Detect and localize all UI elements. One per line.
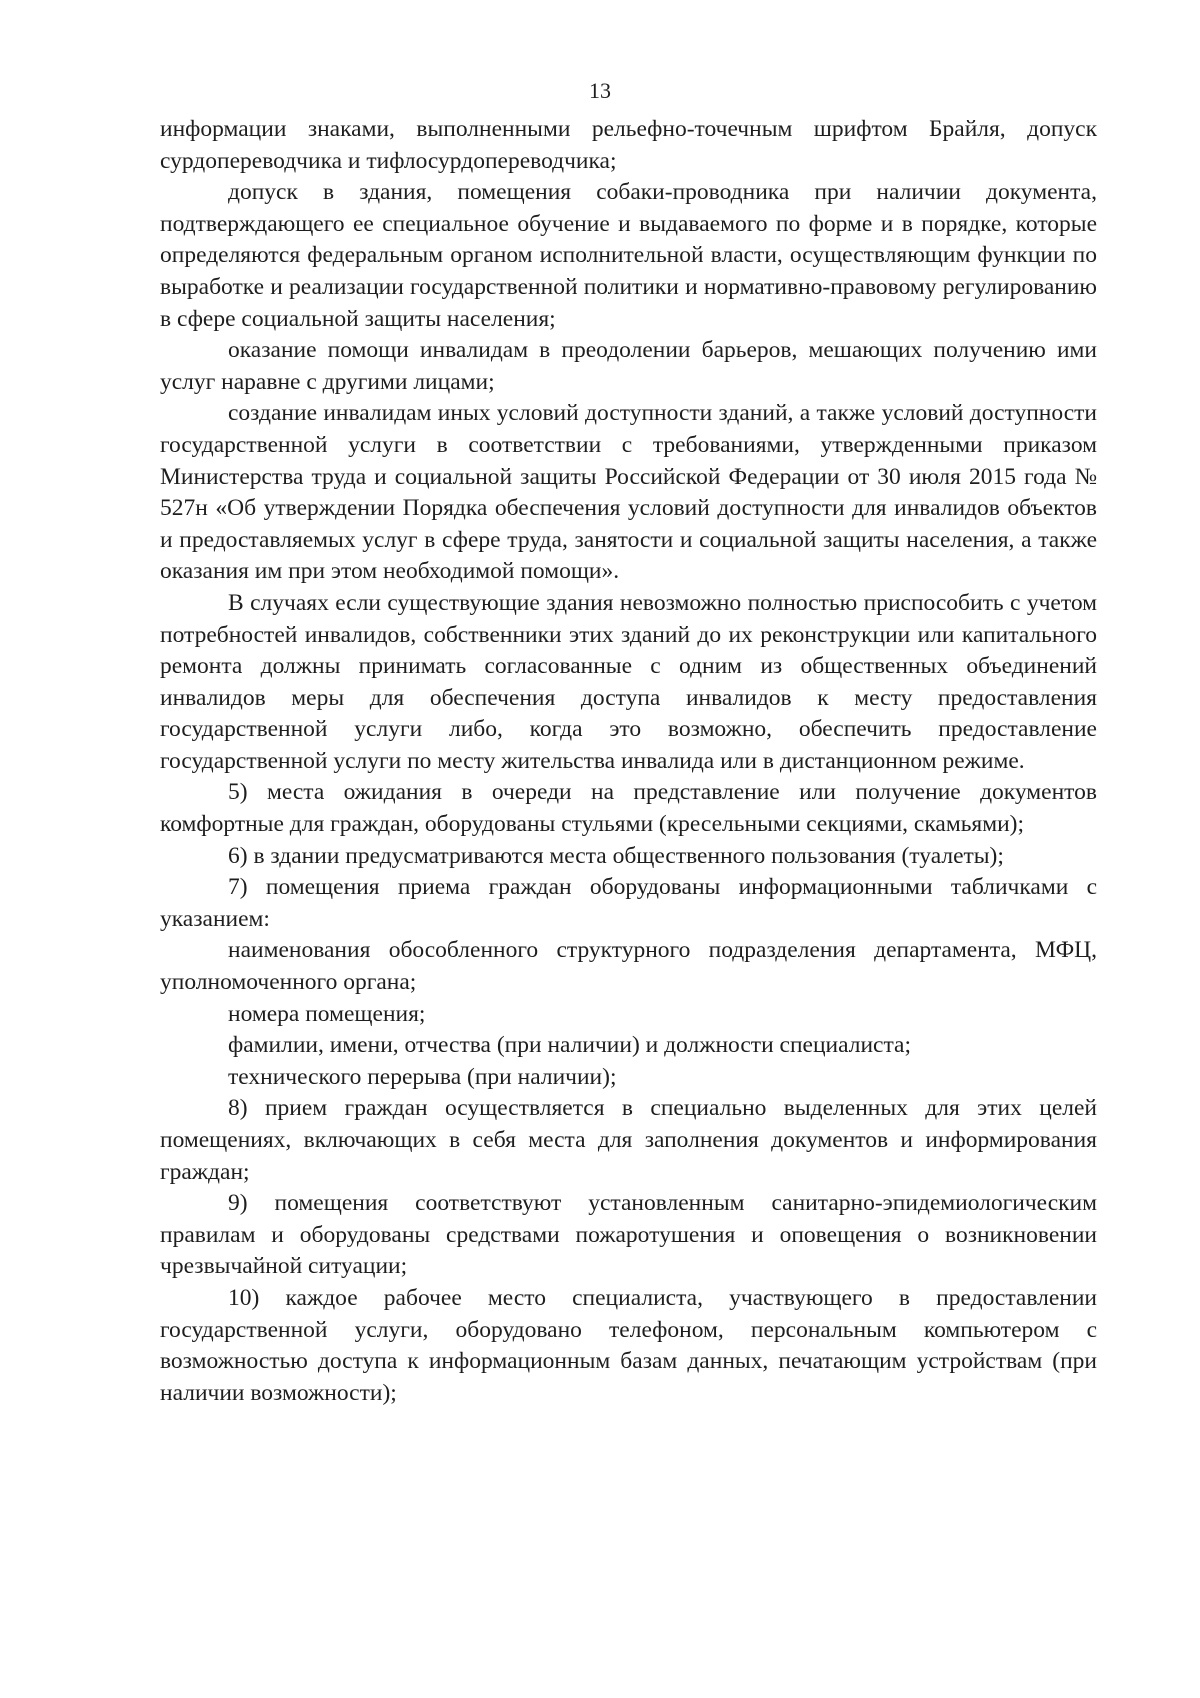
- sub-item: фамилии, имени, отчества (при наличии) и должности специалиста;: [228, 1032, 911, 1059]
- paragraph: В случаях если существующие здания невозможно полностью приспособить с учетом потребностей инвалидов, собственники этих зданий до их реконструкции или капитального ремонта должны принимать согласованные с одним из общественных объединений инвалидов меры для обеспечения доступа инвалидов к месту предоставления государственной услуги либо, когда это возможно, обеспечить предоставление государственной услуги по месту жительства инвалида или в дистанционном режиме.: [160, 589, 1097, 774]
- paragraph: допуск в здания, помещения собаки-проводника при наличии документа, подтверждающего ее специальное обучение и выдаваемого по форме и в порядке, которые определяются федеральным органом исполнительной власти, осуществляющим функции по выработке и реализации государственной политики и нормативно-правовому регулированию в сфере социальной защиты населения;: [160, 179, 1097, 332]
- list-item: 10) каждое рабочее место специалиста, участвующего в предоставлении государственной услуги, оборудовано телефоном, персональным компьютером с возможностью доступа к информационным базам данных, печатающим устройствам (при наличии возможности);: [160, 1284, 1097, 1406]
- sub-item: наименования обособленного структурного подразделения департамента, МФЦ, уполномоченного органа;: [160, 937, 1097, 996]
- list-item: 8) прием граждан осуществляется в специально выделенных для этих целей помещениях, включающих в себя места для заполнения документов и информирования граждан;: [160, 1095, 1097, 1185]
- paragraph: информации знаками, выполненными рельефно-точечным шрифтом Брайля, допуск сурдопереводчика и тифлосурдопереводчика;: [160, 116, 1097, 174]
- list-item: 6) в здании предусматриваются места общественного пользования (туалеты);: [228, 842, 1004, 869]
- list-item: 5) места ожидания в очереди на представление или получение документов комфортные для граждан, оборудованы стульями (кресельными секциями, скамьями);: [160, 779, 1097, 838]
- list-item: 9) помещения соответствуют установленным санитарно-эпидемиологическим правилам и оборудованы средствами пожаротушения и оповещения о возникновении чрезвычайной ситуации;: [160, 1190, 1097, 1280]
- list-item: 7) помещения приема граждан оборудованы информационными табличками с указанием:: [160, 874, 1097, 932]
- paragraph: оказание помощи инвалидам в преодолении барьеров, мешающих получению ими услуг наравне с другими лицами;: [160, 337, 1097, 395]
- page-number: 13: [589, 78, 611, 103]
- paragraph: создание инвалидам иных условий доступности зданий, а также условий доступности государственной услуги в соответствии с требованиями, утвержденными приказом Министерства труда и социальной защиты Российской Федерации от 30 июля 2015 года № 527н «Об утверждении Порядка обеспечения условий доступности для инвалидов объектов и предоставляемых услуг в сфере труда, занятости и социальной защиты населения, а также оказания им при этом необходимой помощи».: [160, 400, 1097, 585]
- sub-item: номера помещения;: [228, 1000, 426, 1027]
- document-body: [160, 114, 1097, 1409]
- sub-item: технического перерыва (при наличии);: [228, 1063, 617, 1090]
